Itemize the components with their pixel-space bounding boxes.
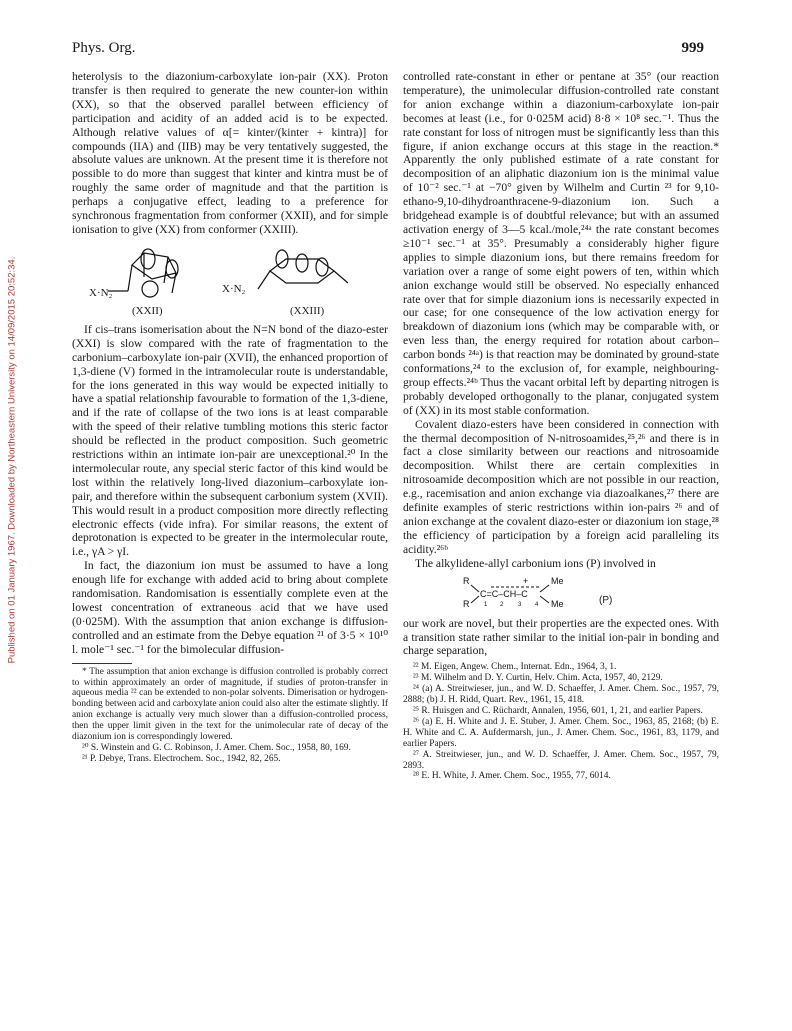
carbonium-drawing [463, 575, 663, 611]
conformer-drawings [72, 243, 388, 319]
left-paragraph-1: heterolysis to the diazonium-carboxylate ion-pair (XX). Proton transfer is then required to generate the new counter-ion within (XX), so that the observed parallel between efficiency of participation and acidity of an added acid is to be expected. Although relative values of α[= kinter/(kinter + kintra)] for compounds (IIA) and (IIB) may be very tentatively suggested, the absolute values are unknown. At the present time it is therefore not possible to do more than suggest that kinter and kintra must be of roughly the same order of magnitude and that the partition is perhaps a conjugative effect, leading to a preference for synchronous fragmentation from conformer (XXII), and for simple ionisation to give (XX) from conformer (XXIII). [72, 70, 388, 236]
left-paragraph-2: If cis–trans isomerisation about the N=N bond of the diazo-ester (XXI) is slow compared with the rate of fragmentation to the carbonium–carboxylate ion-pair (XVII), the enhanced proportion of 1,3-diene (V) formed in the intramolecular route is understandable, for the ions generated in this way would be expected initially to have a spatial relationship favourable to formation of the 1,3-diene, and if the rate of collapse of the two ions is at least comparable with the speed of their relative tumbling motions this steric factor should be reflected in the product composition. Such geometric restrictions within an intimate ion-pair are unexceptional.²⁰ In the intermolecular route, any special steric factor of this kind would be lost within the relatively long-lived diazonium–carboxylate ion-pair, and therefore within the subsequent carbonium system (XVII). This would result in a product composition more directly reflecting electronic effects (vide infra). For similar reasons, the extent of deprotonation is expected to be greater in the intermolecular route, i.e., γA > γI. [72, 322, 388, 559]
svg-text:C=C–CH–C: C=C–CH–C [480, 588, 528, 599]
svg-text:3: 3 [518, 601, 522, 608]
reference-26: ²⁶ (a) E. H. White and J. E. Stuber, J. Amer. Chem. Soc., 1963, 85, 2168; (b) E. H. White and C. A. Aufdermarsh, jun., J. Amer. Chem. Soc., 1961, 83, 1179, and earlier Papers. [403, 716, 719, 749]
svg-text:1: 1 [484, 601, 488, 608]
watermark-text: Published on 01 January 1967. Downloaded by Northeastern University on 14/09/2015 20:52:34. [6, 256, 18, 664]
footnote-asterisk: * The assumption that anion exchange is diffusion controlled is probably correct to within approximately an order of magnitude, if studies of proton-transfer in aqueous media ²² can be extended to non-polar solvents. Dimerisation or hydrogen-bonding between acid and carboxylate anion could also alter the estimate slightly. If anion exchange is actually very much slower than a diffusion-controlled process, then the upper limit given in the text for the unimolecular rate of decay of the diazonium ion is correspondingly lowered. [72, 666, 388, 743]
svg-text:Me: Me [551, 575, 564, 586]
footnote-rule [72, 663, 132, 664]
reference-28: ²⁸ E. H. White, J. Amer. Chem. Soc., 1955, 77, 6014. [413, 771, 611, 782]
reference-23: ²³ M. Wilhelm and D. Y. Curtin, Helv. Chim. Acta, 1957, 40, 2129. [413, 673, 663, 684]
conformer-figure [72, 243, 388, 319]
svg-text:+: + [523, 575, 529, 586]
right-paragraph-3: The alkylidene-allyl carbonium ions (P) involved in [415, 556, 656, 570]
page-header [72, 40, 704, 60]
journal-name: Phys. Org. [72, 40, 136, 56]
svg-text:Me: Me [551, 598, 564, 609]
reference-25: ²⁵ R. Huisgen and C. Rüchardt, Annalen, 1956, 601, 1, 21, and earlier Papers. [413, 705, 703, 716]
right-column [403, 70, 719, 782]
svg-text:2: 2 [500, 601, 504, 608]
reference-22: ²² M. Eigen, Angew. Chem., Internat. Edn., 1964, 3, 1. [413, 662, 617, 673]
figure-label-xxiii: (XXIII) [290, 304, 325, 317]
figure-label-xxii: (XXII) [132, 304, 163, 317]
carbonium-structure [403, 575, 719, 611]
reference-27: ²⁷ A. Streitwieser, jun., and W. D. Schaeffer, J. Amer. Chem. Soc., 1957, 79, 2893. [403, 749, 719, 771]
reference-20: ²⁰ S. Winstein and G. C. Robinson, J. Amer. Chem. Soc., 1958, 80, 169. [82, 742, 351, 753]
left-paragraph-3: In fact, the diazonium ion must be assumed to have a long enough life for exchange with added acid to bring about complete randomisation. Randomisation is essentially complete even at the lowest concentration of extraneous acid that we have used (0·025M). With the assumption that anion exchange is diffusion-controlled and an estimate from the Debye equation ²¹ of 3·5 × 10¹⁰ l. mole⁻¹ sec.⁻¹ for the bimolecular diffusion- [72, 559, 388, 656]
xn2-label-a: X·N₂ [89, 286, 113, 299]
svg-text:R: R [463, 575, 470, 586]
reference-list [403, 662, 719, 782]
download-watermark [2, 160, 22, 760]
right-paragraph-4: our work are novel, but their properties are the expected ones. With a transition state rather similar to the initial ion-pair in bonding and charge separation, [403, 616, 719, 658]
left-column [72, 70, 388, 765]
svg-text:4: 4 [535, 601, 539, 608]
svg-text:R: R [463, 598, 470, 609]
page-number: 999 [681, 40, 704, 56]
right-paragraph-1: controlled rate-constant in ether or pentane at 35° (our reaction temperature), the unimolecular diffusion-controlled rate constant for anion exchange within a diazonium-carboxylate ion-pair becomes at least (i.e., for 0·025M acid) 8·8 × 10⁸ sec.⁻¹. Thus the rate constant for loss of nitrogen must be significantly less than this figure, if anion exchange occurs at this stage in the reaction.* Apparently the only published estimate of a rate constant for decomposition of an aliphatic diazonium ion is the minimal value of 10⁻² sec.⁻¹ at −70° given by Wilhelm and Curtin ²³ for 9,10-ethano-9,10-dihydroanthracene-9-diazonium ion. Such a bridgehead example is of doubtful relevance; but with an assumed activation energy of 3—5 kcal./mole,²⁴ᵃ the rate constant becomes ≥10⁻¹ sec.⁻¹ at 35°. Presumably a considerably higher figure applies to simple diazonium ions, but there remains freedom for variation over a range of some eight powers of ten, within which anion exchange would still be observed. No especially enhanced rate over that for simple diazonium ions is necessarily expected in our case; for one consequence of the low activation energy for breakdown of diazonium ions (which may be comparable with, or even less than, the energy required for rotation about carbon–carbon bonds ²⁴ᵃ) is that reaction may be dominated by ground-state conformations,²⁴ to the exclusion of, for example, neighbouring-group effects.²⁴ᵇ Thus the vacant orbital left by departing nitrogen is probably developed orthogonally to the planar, conjugated system of (XX) in its most stable conformation. [403, 70, 719, 417]
reference-21: ²¹ P. Debye, Trans. Electrochem. Soc., 1942, 82, 265. [82, 753, 281, 764]
structure-label-p: (P) [599, 594, 613, 606]
xn2-label-b: X·N₂ [222, 282, 246, 295]
right-paragraph-2: Covalent diazo-esters have been considered in connection with the thermal decomposition of N-nitrosoamides,²⁵,²⁶ and there is in fact a close similarity between our reactions and nitrosoamide decomposition. Whilst there are certain complexities in nitrosoamide decomposition which are not possible in our reaction, e.g., racemisation and anion exchange via diazoalkanes,²⁷ there are definite examples of steric restrictions within ion-pairs ²⁶ and of anion exchange at the covalent diazo-ester or diazonium ion stage,²⁸ the efficiency of participation by a foreign acid paralleling its acidity.²⁶ᵇ [403, 417, 719, 556]
reference-24: ²⁴ (a) A. Streitwieser, jun., and W. D. Schaeffer, J. Amer. Chem. Soc., 1957, 79, 2888; (b) J. H. Ridd, Quart. Rev., 1961, 15, 418. [403, 684, 719, 706]
